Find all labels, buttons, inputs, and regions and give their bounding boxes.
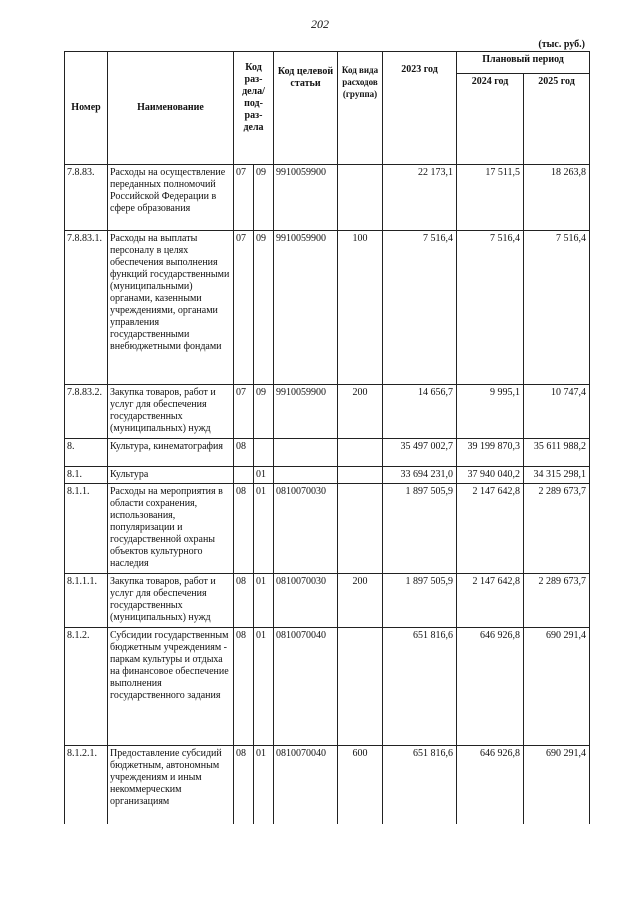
row-2023: 651 816,6 bbox=[383, 746, 457, 824]
header-name: Наименование bbox=[108, 52, 234, 165]
header-2024: 2024 год bbox=[457, 73, 524, 164]
row-vid: 100 bbox=[338, 231, 383, 385]
row-podrazdel: 01 bbox=[254, 628, 274, 746]
table-row bbox=[65, 231, 590, 385]
row-razdel: 08 bbox=[234, 746, 254, 824]
row-2023: 1 897 505,9 bbox=[383, 574, 457, 628]
row-vid bbox=[338, 467, 383, 484]
row-name: Культура, кинематография bbox=[108, 439, 234, 467]
table-row bbox=[65, 467, 590, 484]
row-2023: 1 897 505,9 bbox=[383, 484, 457, 574]
header-row-1 bbox=[65, 52, 590, 74]
row-2024: 2 147 642,8 bbox=[457, 574, 524, 628]
table-row bbox=[65, 746, 590, 824]
row-2024: 37 940 040,2 bbox=[457, 467, 524, 484]
row-2024: 39 199 870,3 bbox=[457, 439, 524, 467]
row-razdel: 08 bbox=[234, 439, 254, 467]
row-razdel: 07 bbox=[234, 385, 254, 439]
row-target: 0810070040 bbox=[274, 628, 338, 746]
budget-table bbox=[64, 51, 590, 824]
row-podrazdel bbox=[254, 439, 274, 467]
row-name: Предоставление субсидий бюджетным, автономным учреждениям и иным некоммерческим организациям bbox=[108, 746, 234, 824]
header-expense-code: Код вида расходов (группа) bbox=[338, 52, 383, 165]
row-number: 8.1.1.1. bbox=[65, 574, 108, 628]
row-podrazdel: 01 bbox=[254, 574, 274, 628]
row-2025: 2 289 673,7 bbox=[524, 484, 590, 574]
units-label: (тыс. руб.) bbox=[538, 39, 585, 50]
row-number: 8.1.2.1. bbox=[65, 746, 108, 824]
row-target: 0810070040 bbox=[274, 746, 338, 824]
row-target: 9910059900 bbox=[274, 231, 338, 385]
row-vid bbox=[338, 439, 383, 467]
row-name: Расходы на выплаты персоналу в целях обеспечения выполнения функций государственными (муниципальными) органами, казенными учреждениями, органами управления государственными внебюджетными фондами bbox=[108, 231, 234, 385]
row-2024: 646 926,8 bbox=[457, 628, 524, 746]
row-razdel: 07 bbox=[234, 165, 254, 231]
row-2025: 35 611 988,2 bbox=[524, 439, 590, 467]
row-podrazdel: 09 bbox=[254, 385, 274, 439]
row-number: 7.8.83.2. bbox=[65, 385, 108, 439]
row-2024: 646 926,8 bbox=[457, 746, 524, 824]
header-number: Номер bbox=[65, 52, 108, 165]
table-row bbox=[65, 385, 590, 439]
row-number: 8.1.2. bbox=[65, 628, 108, 746]
row-podrazdel: 01 bbox=[254, 746, 274, 824]
row-vid: 200 bbox=[338, 574, 383, 628]
row-number: 8.1. bbox=[65, 467, 108, 484]
row-vid: 600 bbox=[338, 746, 383, 824]
header-target-code: Код целевой статьи bbox=[274, 52, 338, 165]
table-row bbox=[65, 439, 590, 467]
row-2024: 17 511,5 bbox=[457, 165, 524, 231]
header-2025: 2025 год bbox=[524, 73, 590, 164]
row-2025: 7 516,4 bbox=[524, 231, 590, 385]
row-razdel: 08 bbox=[234, 628, 254, 746]
row-vid: 200 bbox=[338, 385, 383, 439]
row-target bbox=[274, 439, 338, 467]
row-2025: 10 747,4 bbox=[524, 385, 590, 439]
table-row bbox=[65, 574, 590, 628]
header-plan-period: Плановый период bbox=[457, 52, 590, 74]
row-target: 0810070030 bbox=[274, 484, 338, 574]
row-2025: 18 263,8 bbox=[524, 165, 590, 231]
row-razdel bbox=[234, 467, 254, 484]
row-target: 9910059900 bbox=[274, 385, 338, 439]
row-podrazdel: 09 bbox=[254, 231, 274, 385]
row-vid bbox=[338, 165, 383, 231]
row-number: 7.8.83.1. bbox=[65, 231, 108, 385]
row-2025: 690 291,4 bbox=[524, 628, 590, 746]
row-vid bbox=[338, 484, 383, 574]
row-podrazdel: 09 bbox=[254, 165, 274, 231]
header-section-code: Код раз-дела/ под-раз-дела bbox=[234, 52, 274, 165]
row-name: Культура bbox=[108, 467, 234, 484]
row-2023: 35 497 002,7 bbox=[383, 439, 457, 467]
row-podrazdel: 01 bbox=[254, 467, 274, 484]
row-2023: 33 694 231,0 bbox=[383, 467, 457, 484]
row-razdel: 07 bbox=[234, 231, 254, 385]
row-2024: 9 995,1 bbox=[457, 385, 524, 439]
row-2025: 34 315 298,1 bbox=[524, 467, 590, 484]
row-target: 0810070030 bbox=[274, 574, 338, 628]
row-2023: 14 656,7 bbox=[383, 385, 457, 439]
row-2023: 22 173,1 bbox=[383, 165, 457, 231]
row-razdel: 08 bbox=[234, 574, 254, 628]
row-number: 8. bbox=[65, 439, 108, 467]
row-2024: 2 147 642,8 bbox=[457, 484, 524, 574]
row-name: Закупка товаров, работ и услуг для обеспечения государственных (муниципальных) нужд bbox=[108, 574, 234, 628]
row-name: Расходы на осуществление переданных полномочий Российской Федерации в сфере образования bbox=[108, 165, 234, 231]
row-2025: 2 289 673,7 bbox=[524, 574, 590, 628]
table-row bbox=[65, 484, 590, 574]
row-vid bbox=[338, 628, 383, 746]
row-2023: 651 816,6 bbox=[383, 628, 457, 746]
row-podrazdel: 01 bbox=[254, 484, 274, 574]
table-row bbox=[65, 165, 590, 231]
row-target bbox=[274, 467, 338, 484]
row-2024: 7 516,4 bbox=[457, 231, 524, 385]
row-razdel: 08 bbox=[234, 484, 254, 574]
row-2025: 690 291,4 bbox=[524, 746, 590, 824]
row-name: Субсидии государственным бюджетным учреждениям - паркам культуры и отдыха на финансовое обеспечение выполнения государственного задания bbox=[108, 628, 234, 746]
row-name: Расходы на мероприятия в области сохранения, использования, популяризации и государственной охраны объектов культурного наследия bbox=[108, 484, 234, 574]
row-number: 8.1.1. bbox=[65, 484, 108, 574]
row-number: 7.8.83. bbox=[65, 165, 108, 231]
header-2023: 2023 год bbox=[383, 52, 457, 165]
row-name: Закупка товаров, работ и услуг для обеспечения государственных (муниципальных) нужд bbox=[108, 385, 234, 439]
row-2023: 7 516,4 bbox=[383, 231, 457, 385]
table-row bbox=[65, 628, 590, 746]
row-target: 9910059900 bbox=[274, 165, 338, 231]
page-number: 202 bbox=[311, 17, 329, 31]
